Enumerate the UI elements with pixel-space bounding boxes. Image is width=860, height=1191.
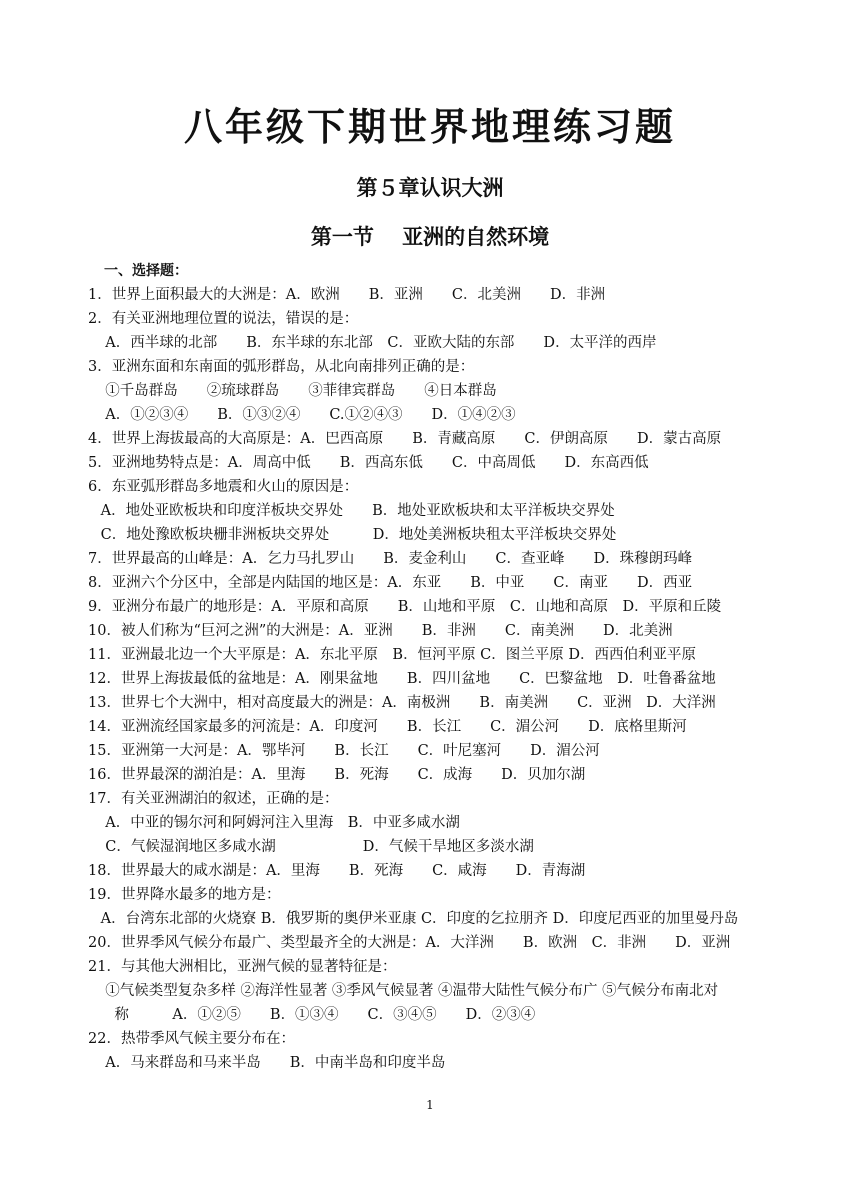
question-line: 17．有关亚洲湖泊的叙述，正确的是： [88, 791, 339, 807]
question-line: 12．世界上海拔最低的盆地是：A．刚果盆地 B．四川盆地 C．巴黎盆地 D．吐鲁番盆地 [88, 671, 716, 687]
question-line: 19．世界降水最多的地方是： [88, 887, 281, 903]
option-line: C．气候湿润地区多咸水湖 D．气候干旱地区多淡水湖 [96, 839, 534, 855]
question-line: 6．东亚弧形群岛多地震和火山的原因是： [88, 479, 359, 495]
question-line: 8．亚洲六个分区中，全部是内陆国的地区是：A．东亚 B．中亚 C．南亚 D．西亚 [88, 575, 693, 591]
question-line: 16．世界最深的湖泊是：A．里海 B．死海 C．成海 D．贝加尔湖 [88, 767, 586, 783]
question-line: 22．热带季风气候主要分布在： [88, 1031, 295, 1047]
section-heading: 一、选择题： [104, 263, 188, 279]
option-line: A．西半球的北部 B．东半球的东北部 C．亚欧大陆的东部 D．太平洋的西岸 [96, 335, 657, 351]
option-line: A．中亚的锡尔河和阿姆河注入里海 B．中亚多咸水湖 [96, 815, 460, 831]
question-line: 1．世界上面积最大的大洲是：A．欧洲 B．亚洲 C．北美洲 D．非洲 [88, 287, 606, 303]
question-line: 7．世界最高的山峰是：A．乞力马扎罗山 B．麦金利山 C．查亚峰 D．珠穆朗玛峰 [88, 551, 693, 567]
chapter-title: 第５章认识大洲 [356, 176, 504, 200]
question-line: 11．亚洲最北边一个大平原是：A．东北平原 B．恒河平原 C．图兰平原 D．西西伯利亚平原 [88, 647, 697, 663]
question-line: 2．有关亚洲地理位置的说法，错误的是： [88, 311, 359, 327]
question-line: 13．世界七个大洲中，相对高度最大的洲是：A．南极洲 B．南美洲 C．亚洲 D．大洋洲 [88, 695, 716, 711]
option-line: ①千岛群岛 ②琉球群岛 ③菲律宾群岛 ④日本群岛 [96, 383, 497, 399]
document-title: 八年级下期世界地理练习题 [183, 104, 676, 149]
option-line: C．地处豫欧板块栅非洲板块交界处 D．地处美洲板块租太平洋板块交界处 [96, 527, 617, 543]
option-line: 称 A．①②⑤ B．①③④ C．③④⑤ D．②③④ [96, 1007, 536, 1023]
question-line: 14．亚洲流经国家最多的河流是：A．印度河 B．长江 C．湄公河 D．底格里斯河 [88, 719, 687, 735]
option-line: ①气候类型复杂多样 ②海洋性显著 ③季风气候显著 ④温带大陆性气候分布广 ⑤气候分布南北对 [96, 983, 719, 999]
question-line: 18．世界最大的咸水湖是：A．里海 B．死海 C．咸海 D．青海湖 [88, 863, 586, 879]
question-line: 9．亚洲分布最广的地形是：A．平原和高原 B．山地和平原 C．山地和高原 D．平原和丘陵 [88, 599, 722, 615]
question-line: 3．亚洲东面和东南面的弧形群岛，从北向南排列正确的是： [88, 359, 475, 375]
question-line: 15．亚洲第一大河是：A．鄂毕河 B．长江 C．叶尼塞河 D．湄公河 [88, 743, 600, 759]
question-line: 10．被人们称为“巨河之洲”的大洲是：A．亚洲 B．非洲 C．南美洲 D．北美洲 [88, 623, 673, 639]
page-number: 1 [426, 1098, 434, 1112]
section-title: 第一节 亚洲的自然环境 [310, 225, 550, 249]
question-line: 4．世界上海拔最高的大高原是：A．巴西高原 B．青藏高原 C．伊朗高原 D．蒙古高原 [88, 431, 722, 447]
option-line: A．台湾东北部的火烧寮 B．俄罗斯的奥伊米亚康 C．印度的乞拉朋齐 D．印度尼西亚的加里曼丹岛 [96, 911, 739, 927]
question-line: 20．世界季风气候分布最广、类型最齐全的大洲是：A．大洋洲 B．欧洲 C．非洲 D．亚洲 [88, 935, 731, 951]
question-line: 21．与其他大洲相比，亚洲气候的显著特征是： [88, 959, 397, 975]
question-line: 5．亚洲地势特点是：A．周高中低 B．西高东低 C．中高周低 D．东高西低 [88, 455, 649, 471]
option-line: A．①②③④ B．①③②④ C.①②④③ D．①④②③ [96, 407, 516, 423]
option-line: A．马来群岛和马来半岛 B．中南半岛和印度半岛 [96, 1055, 446, 1071]
option-line: A．地处亚欧板块和印度洋板块交界处 B．地处亚欧板块和太平洋板块交界处 [96, 503, 615, 519]
